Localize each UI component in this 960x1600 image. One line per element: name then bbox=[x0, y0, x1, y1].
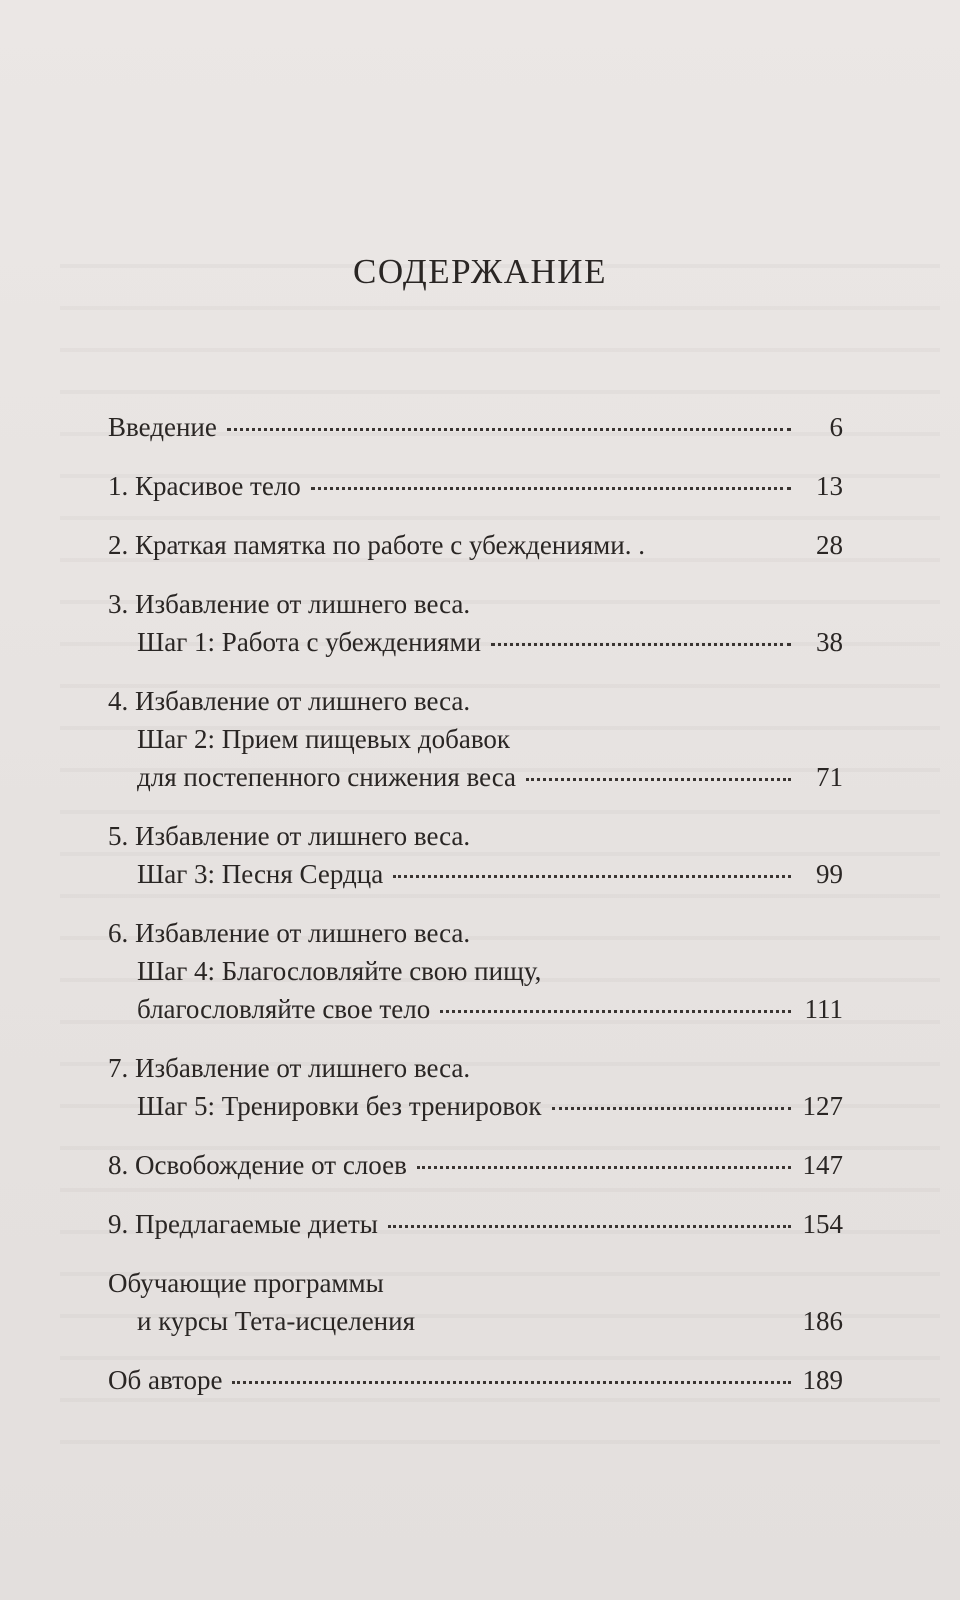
toc-entry bbox=[108, 1049, 843, 1125]
toc-line bbox=[108, 1087, 843, 1125]
toc-entry-subtitle: для постепенного снижения веса bbox=[137, 762, 517, 792]
toc-line bbox=[108, 990, 843, 1028]
page-title: СОДЕРЖАНИЕ bbox=[353, 252, 607, 291]
toc-entry bbox=[108, 914, 843, 1028]
toc-line bbox=[108, 855, 843, 893]
toc-line: Шаг 4: Благословляйте свою пищу, bbox=[137, 956, 542, 986]
toc-page-number: 127 bbox=[802, 1091, 843, 1121]
toc-entry-title: Введение bbox=[108, 412, 217, 442]
toc-page-number: 99 bbox=[816, 859, 843, 889]
dot-leader bbox=[388, 1225, 791, 1228]
toc-line bbox=[108, 408, 843, 446]
toc-entry bbox=[108, 1361, 843, 1399]
toc-entry bbox=[108, 1205, 843, 1243]
toc-line bbox=[108, 623, 843, 661]
toc-page-number: 111 bbox=[804, 994, 843, 1024]
toc-entry-subtitle: Шаг 1: Работа с убеждениями bbox=[137, 627, 482, 657]
dot-leader bbox=[227, 428, 791, 431]
toc-entry-subtitle: Шаг 5: Тренировки без тренировок bbox=[137, 1091, 542, 1121]
toc-page-number: 71 bbox=[816, 762, 843, 792]
dot-leader bbox=[491, 643, 791, 646]
toc-entry-title: Об авторе bbox=[108, 1365, 223, 1395]
toc-entry-subtitle: Шаг 3: Песня Сердца bbox=[137, 859, 384, 889]
toc-entry bbox=[108, 585, 843, 661]
toc-page-number: 189 bbox=[802, 1365, 843, 1395]
toc-line bbox=[108, 1205, 843, 1243]
toc-page-number: 147 bbox=[802, 1150, 843, 1180]
toc-entry-title: 2. Краткая памятка по работе с убеждениями. . bbox=[108, 530, 645, 560]
toc-page-number: 6 bbox=[829, 412, 843, 442]
toc-page-number: 13 bbox=[816, 471, 843, 501]
dot-leader bbox=[526, 778, 791, 781]
toc-page-number: 38 bbox=[816, 627, 843, 657]
toc-line: 5. Избавление от лишнего веса. bbox=[108, 821, 471, 851]
toc-page-number: 186 bbox=[802, 1306, 843, 1336]
toc-page-number: 154 bbox=[802, 1209, 843, 1239]
toc-line: 6. Избавление от лишнего веса. bbox=[108, 918, 471, 948]
toc-entry bbox=[108, 467, 843, 505]
dot-leader bbox=[311, 487, 791, 490]
toc-line bbox=[108, 758, 843, 796]
toc-line: 4. Избавление от лишнего веса. bbox=[108, 686, 471, 716]
dot-leader bbox=[393, 875, 791, 878]
toc-entry-title: 9. Предлагаемые диеты bbox=[108, 1209, 378, 1239]
toc-line bbox=[108, 526, 843, 564]
toc-line: Обучающие программы bbox=[108, 1268, 384, 1298]
dot-leader bbox=[232, 1381, 791, 1384]
toc-line bbox=[108, 467, 843, 505]
toc-entry bbox=[108, 1264, 843, 1340]
toc-entry-subtitle: благословляйте свое тело bbox=[137, 994, 431, 1024]
toc-entry bbox=[108, 1146, 843, 1184]
toc-entry bbox=[108, 817, 843, 893]
dot-leader bbox=[440, 1010, 791, 1013]
dot-leader bbox=[417, 1166, 791, 1169]
toc-page-number: 28 bbox=[816, 530, 843, 560]
toc-line: 7. Избавление от лишнего веса. bbox=[108, 1053, 471, 1083]
toc-entry bbox=[108, 682, 843, 796]
table-of-contents bbox=[108, 408, 843, 1420]
dot-leader bbox=[552, 1107, 791, 1110]
toc-line: 3. Избавление от лишнего веса. bbox=[108, 589, 471, 619]
toc-line bbox=[108, 1146, 843, 1184]
toc-entry bbox=[108, 526, 843, 564]
toc-entry-title: 1. Красивое тело bbox=[108, 471, 301, 501]
toc-line bbox=[108, 1302, 843, 1340]
toc-line: Шаг 2: Прием пищевых добавок bbox=[137, 724, 511, 754]
toc-entry-title: 8. Освобождение от слоев bbox=[108, 1150, 407, 1180]
toc-line bbox=[108, 1361, 843, 1399]
toc-entry bbox=[108, 408, 843, 446]
toc-entry-subtitle: и курсы Тета-исцеления bbox=[137, 1306, 416, 1336]
